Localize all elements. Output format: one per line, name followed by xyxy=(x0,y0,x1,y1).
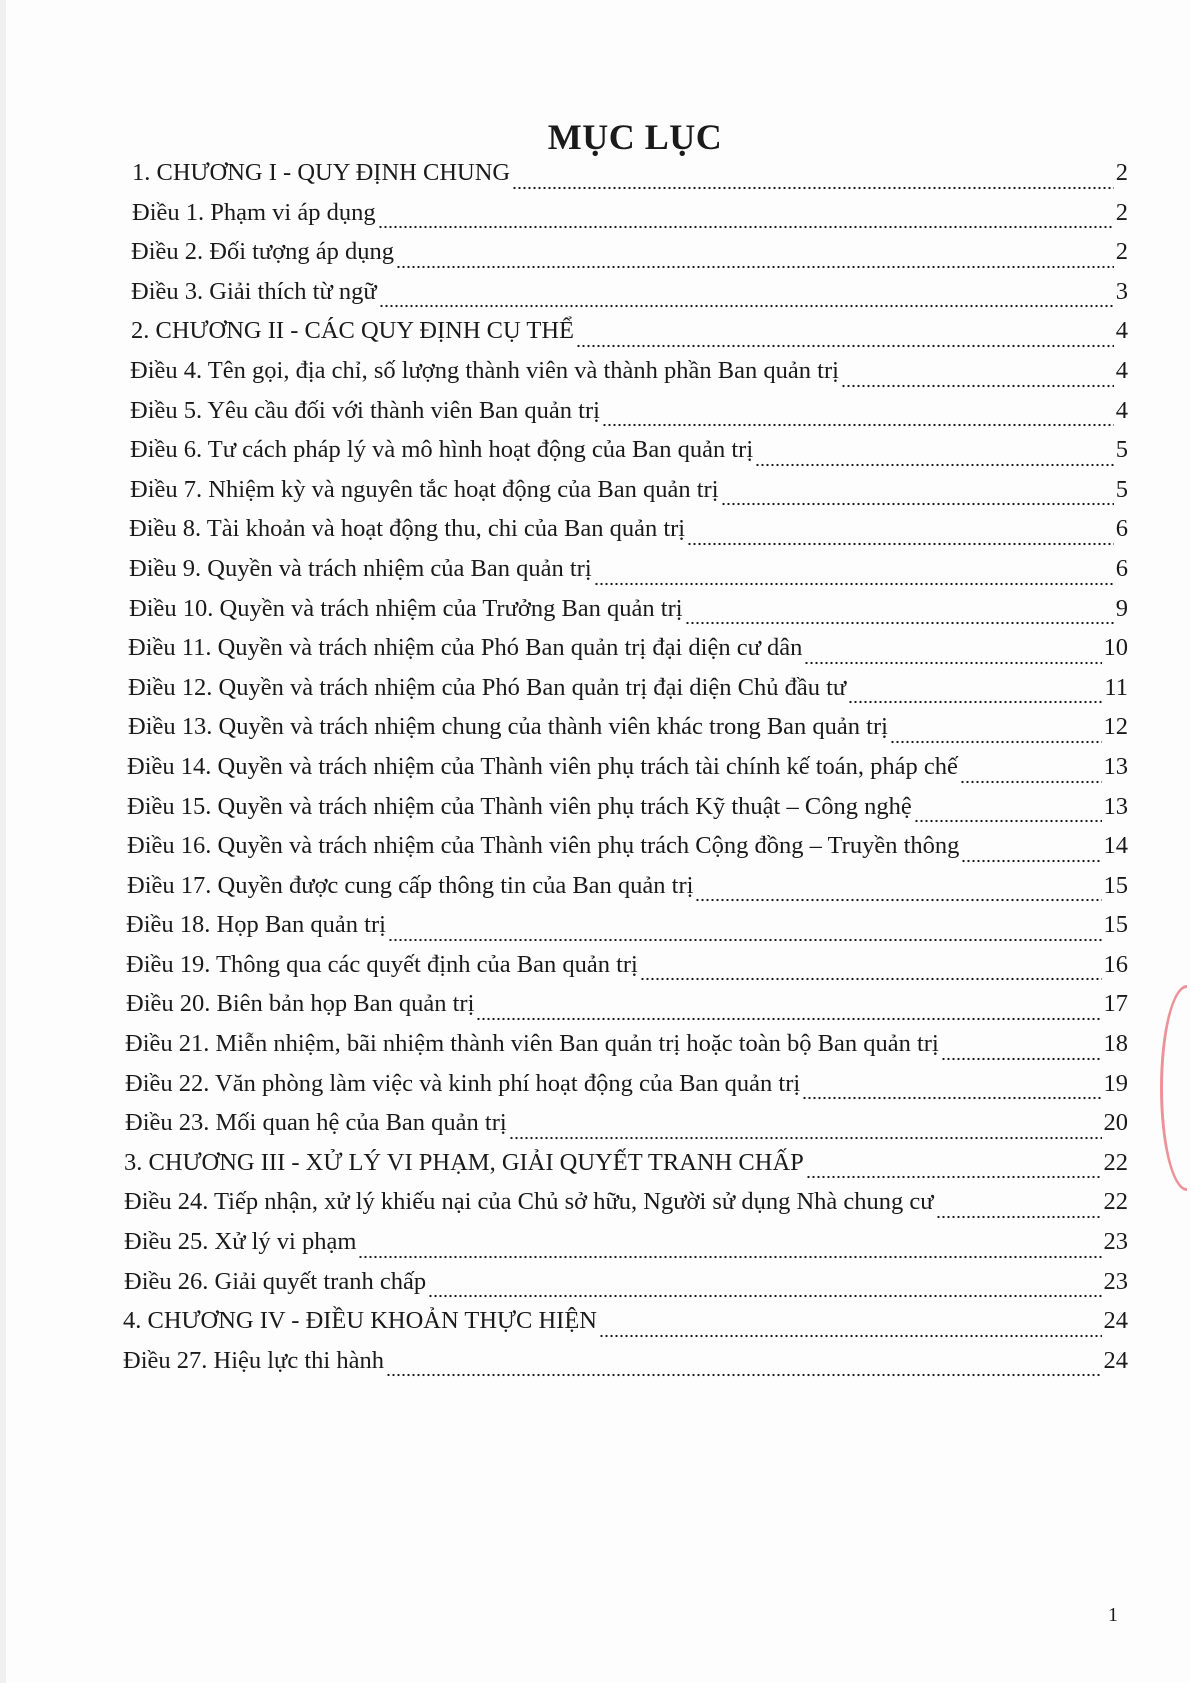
toc-entry-page: 19 xyxy=(1103,1069,1128,1097)
toc-entry-label: Điều 19. Thông qua các quyết định của Ban quản trị xyxy=(126,950,638,978)
dot-leader xyxy=(806,1159,1102,1179)
toc-entry-label: Điều 8. Tài khoản và hoạt động thu, chi của Ban quản trị xyxy=(129,515,686,543)
toc-entry-page: 18 xyxy=(1103,1030,1128,1058)
toc-entry[interactable] xyxy=(130,475,1128,515)
toc-entry-label: Điều 7. Nhiệm kỳ và nguyên tắc hoạt động của Ban quản trị xyxy=(130,475,719,503)
toc-entry-page: 2 xyxy=(1115,198,1128,226)
table-of-contents xyxy=(123,158,1128,1385)
dot-leader xyxy=(961,843,1101,863)
dot-leader xyxy=(379,288,1114,308)
dot-leader xyxy=(396,249,1114,269)
dot-leader xyxy=(936,1199,1102,1219)
toc-entry[interactable] xyxy=(130,396,1128,436)
toc-entry[interactable] xyxy=(129,594,1128,634)
toc-entry-label: Điều 15. Quyền và trách nhiệm của Thành viên phụ trách Kỹ thuật – Công nghệ xyxy=(127,792,912,820)
toc-entry-label: Điều 9. Quyền và trách nhiệm của Ban quản trị xyxy=(129,554,592,582)
toc-entry-label: Điều 3. Giải thích từ ngữ xyxy=(131,277,377,305)
toc-entry[interactable] xyxy=(132,158,1128,198)
dot-leader xyxy=(599,1318,1102,1338)
toc-entry-label: Điều 26. Giải quyết tranh chấp xyxy=(124,1267,427,1295)
toc-entry-page: 4 xyxy=(1115,317,1128,345)
toc-entry[interactable] xyxy=(130,356,1128,396)
dot-leader xyxy=(685,605,1114,625)
toc-entry[interactable] xyxy=(124,1267,1128,1307)
toc-entry[interactable] xyxy=(127,831,1128,871)
toc-entry-page: 3 xyxy=(1115,277,1128,305)
toc-entry-page: 12 xyxy=(1103,713,1128,741)
toc-entry-label: 4. CHƯƠNG IV - ĐIỀU KHOẢN THỰC HIỆN xyxy=(123,1307,597,1335)
dot-leader xyxy=(802,1080,1101,1100)
toc-entry[interactable] xyxy=(127,752,1128,792)
toc-entry[interactable] xyxy=(130,435,1128,475)
toc-entry-page: 14 xyxy=(1103,832,1128,860)
toc-entry[interactable] xyxy=(125,1029,1128,1069)
dot-leader xyxy=(576,328,1114,348)
toc-entry-page: 10 xyxy=(1103,634,1128,662)
toc-entry[interactable] xyxy=(123,1346,1128,1386)
toc-entry-label: Điều 16. Quyền và trách nhiệm của Thành viên phụ trách Cộng đồng – Truyền thông xyxy=(127,832,960,860)
toc-entry-page: 9 xyxy=(1115,594,1128,622)
toc-entry-page: 16 xyxy=(1103,950,1128,978)
toc-entry[interactable] xyxy=(127,792,1128,832)
dot-leader xyxy=(386,1357,1102,1377)
toc-entry-label: Điều 23. Mối quan hệ của Ban quản trị xyxy=(125,1109,507,1137)
dot-leader xyxy=(428,1278,1101,1298)
toc-entry-page: 17 xyxy=(1103,990,1128,1018)
dot-leader xyxy=(358,1239,1101,1259)
toc-entry-label: Điều 6. Tư cách pháp lý và mô hình hoạt động của Ban quản trị xyxy=(130,436,754,464)
toc-entry-label: Điều 11. Quyền và trách nhiệm của Phó Ban quản trị đại diện cư dân xyxy=(128,634,803,662)
toc-entry-label: Điều 18. Họp Ban quản trị xyxy=(126,911,386,939)
dot-leader xyxy=(848,684,1102,704)
toc-entry-page: 22 xyxy=(1103,1188,1128,1216)
toc-entry-label: Điều 2. Đối tượng áp dụng xyxy=(131,238,395,266)
toc-entry-page: 11 xyxy=(1104,673,1128,701)
toc-entry-label: Điều 10. Quyền và trách nhiệm của Trưởng Ban quản trị xyxy=(129,594,683,622)
toc-entry-page: 24 xyxy=(1103,1346,1128,1374)
dot-leader xyxy=(602,407,1114,427)
dot-leader xyxy=(378,209,1114,229)
toc-entry[interactable] xyxy=(129,514,1128,554)
toc-entry[interactable] xyxy=(131,277,1128,317)
dot-leader xyxy=(640,961,1102,981)
toc-entry[interactable] xyxy=(132,198,1128,238)
toc-entry[interactable] xyxy=(131,237,1128,277)
toc-entry-label: Điều 5. Yêu cầu đối với thành viên Ban quản trị xyxy=(130,396,600,424)
toc-entry-label: Điều 25. Xử lý vi phạm xyxy=(124,1228,357,1256)
toc-entry-page: 2 xyxy=(1115,159,1128,186)
toc-entry[interactable] xyxy=(131,316,1128,356)
toc-entry-page: 13 xyxy=(1103,792,1128,820)
toc-entry-page: 23 xyxy=(1103,1267,1128,1295)
toc-entry[interactable] xyxy=(125,1069,1128,1109)
page-title-text: MỤC LỤC xyxy=(547,117,723,157)
toc-entry-page: 2 xyxy=(1115,238,1128,266)
toc-entry[interactable] xyxy=(127,871,1128,911)
dot-leader xyxy=(594,566,1114,586)
toc-entry[interactable] xyxy=(128,712,1128,752)
toc-entry-label: 3. CHƯƠNG III - XỬ LÝ VI PHẠM, GIẢI QUYẾT TRANH CHẤP xyxy=(124,1148,804,1176)
toc-entry[interactable] xyxy=(126,950,1128,990)
toc-entry-page: 6 xyxy=(1115,515,1128,543)
toc-entry-label: Điều 14. Quyền và trách nhiệm của Thành viên phụ trách tài chính kế toán, pháp chế xyxy=(127,752,958,780)
toc-entry[interactable] xyxy=(128,673,1128,713)
dot-leader xyxy=(804,645,1101,665)
toc-entry-page: 22 xyxy=(1103,1148,1128,1176)
toc-entry-page: 5 xyxy=(1115,475,1128,503)
dot-leader xyxy=(509,1120,1102,1140)
toc-entry-page: 24 xyxy=(1103,1307,1128,1335)
toc-entry-page: 5 xyxy=(1115,436,1128,464)
toc-entry[interactable] xyxy=(124,1187,1128,1227)
toc-entry-label: Điều 17. Quyền được cung cấp thông tin của Ban quản trị xyxy=(127,871,694,899)
toc-entry[interactable] xyxy=(126,910,1128,950)
toc-entry[interactable] xyxy=(124,1148,1128,1188)
dot-leader xyxy=(687,526,1114,546)
toc-entry-page: 20 xyxy=(1103,1109,1128,1137)
toc-entry-page: 23 xyxy=(1103,1228,1128,1256)
toc-entry-label: Điều 20. Biên bản họp Ban quản trị xyxy=(126,990,475,1018)
dot-leader xyxy=(388,922,1102,942)
toc-entry-label: 2. CHƯƠNG II - CÁC QUY ĐỊNH CỤ THỂ xyxy=(131,317,574,345)
scan-edge xyxy=(0,0,6,1683)
toc-entry[interactable] xyxy=(126,989,1128,1029)
toc-entry-page: 4 xyxy=(1115,356,1128,384)
dot-leader xyxy=(755,447,1114,467)
page-title xyxy=(0,116,1190,158)
toc-entry-page: 15 xyxy=(1103,871,1128,899)
dot-leader xyxy=(695,882,1101,902)
dot-leader xyxy=(890,724,1102,744)
toc-entry[interactable] xyxy=(123,1306,1128,1346)
toc-entry-label: Điều 1. Phạm vi áp dụng xyxy=(132,198,376,226)
dot-leader xyxy=(512,170,1114,190)
dot-leader xyxy=(476,1001,1101,1021)
toc-entry-label: Điều 12. Quyền và trách nhiệm của Phó Ban quản trị đại diện Chủ đầu tư xyxy=(128,673,847,701)
dot-leader xyxy=(841,368,1114,388)
toc-entry-label: Điều 21. Miễn nhiệm, bãi nhiệm thành viên Ban quản trị hoặc toàn bộ Ban quản trị xyxy=(125,1030,939,1058)
toc-entry-label: Điều 22. Văn phòng làm việc và kinh phí hoạt động của Ban quản trị xyxy=(125,1069,801,1097)
toc-entry-page: 4 xyxy=(1115,396,1128,424)
dot-leader xyxy=(941,1041,1102,1061)
toc-entry-label: Điều 24. Tiếp nhận, xử lý khiếu nại của Chủ sở hữu, Người sử dụng Nhà chung cư xyxy=(124,1188,934,1216)
toc-entry[interactable] xyxy=(124,1227,1128,1267)
toc-entry-page: 15 xyxy=(1103,911,1128,939)
toc-entry-page: 6 xyxy=(1115,554,1128,582)
toc-entry[interactable] xyxy=(129,554,1128,594)
toc-entry-page: 13 xyxy=(1103,752,1128,780)
toc-entry[interactable] xyxy=(125,1108,1128,1148)
dot-leader xyxy=(960,764,1102,784)
toc-entry[interactable] xyxy=(128,633,1128,673)
red-stamp-seal xyxy=(1160,985,1187,1191)
dot-leader xyxy=(721,486,1114,506)
toc-entry-label: Điều 4. Tên gọi, địa chỉ, số lượng thành viên và thành phần Ban quản trị xyxy=(130,356,839,384)
dot-leader xyxy=(914,803,1102,823)
toc-entry-label: 1. CHƯƠNG I - QUY ĐỊNH CHUNG xyxy=(132,159,511,186)
page-number: 1 xyxy=(1108,1604,1118,1626)
toc-entry-label: Điều 13. Quyền và trách nhiệm chung của thành viên khác trong Ban quản trị xyxy=(128,713,888,741)
toc-entry-label: Điều 27. Hiệu lực thi hành xyxy=(123,1346,384,1374)
